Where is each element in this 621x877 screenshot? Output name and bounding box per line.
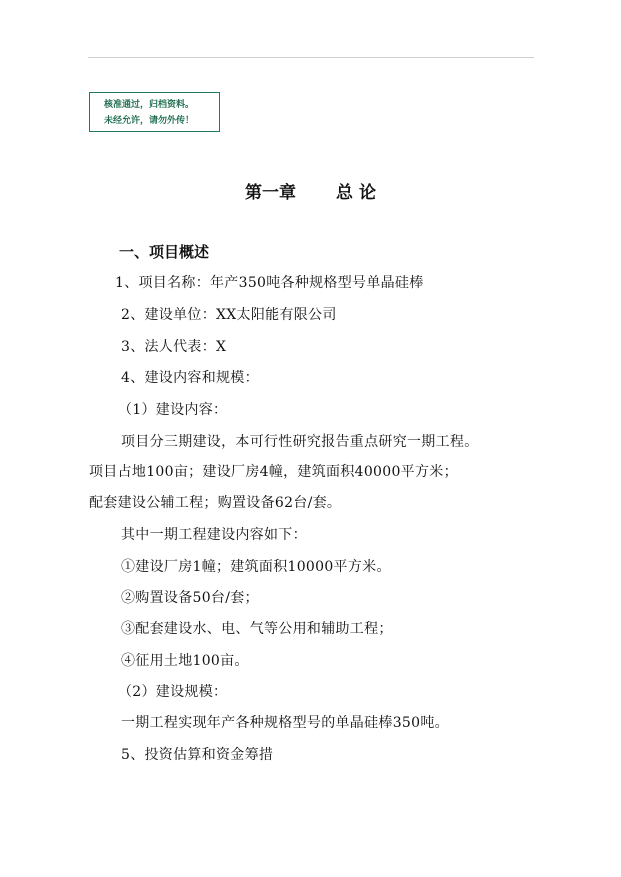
phase1-list-item: ②购置设备50台/套； bbox=[121, 590, 259, 606]
subheading-content: （1）建设内容： bbox=[118, 402, 228, 418]
chapter-title bbox=[0, 178, 621, 203]
subheading-scale: （2）建设规模： bbox=[118, 684, 228, 700]
item-legal-representative: 3、法人代表：X bbox=[121, 339, 227, 355]
phase1-list-item: ①建设厂房1幢；建筑面积10000平方米。 bbox=[121, 559, 391, 575]
stamp-line-1: 核准通过，归档资料。 bbox=[104, 100, 195, 110]
phase1-intro: 其中一期工程建设内容如下： bbox=[121, 527, 307, 543]
phase1-list-item: ③配套建设水、电、气等公用和辅助工程； bbox=[121, 621, 393, 637]
section-heading: 一、项目概述 bbox=[119, 243, 210, 261]
phase1-list-item: ④征用土地100亩。 bbox=[121, 653, 249, 669]
approval-stamp bbox=[89, 92, 220, 132]
header-rule bbox=[88, 57, 534, 58]
item-construction-content: 4、建设内容和规模： bbox=[121, 370, 259, 386]
stamp-line-2: 未经允许，请勿外传！ bbox=[104, 116, 195, 126]
chapter-number: 第一章 bbox=[245, 183, 297, 203]
chapter-name: 总 论 bbox=[336, 183, 376, 203]
scale-text: 一期工程实现年产各种规格型号的单晶硅棒350吨。 bbox=[121, 715, 449, 731]
item-investment: 5、投资估算和资金筹措 bbox=[121, 747, 274, 763]
item-construction-unit: 2、建设单位：XX太阳能有限公司 bbox=[121, 307, 337, 323]
paragraph-line: 项目分三期建设，本可行性研究报告重点研究一期工程。 bbox=[121, 434, 479, 450]
paragraph-line: 项目占地100亩；建设厂房4幢，建筑面积40000平方米； bbox=[89, 464, 458, 480]
paragraph-line: 配套建设公辅工程；购置设备62台/套。 bbox=[89, 495, 342, 511]
item-project-name: 1、项目名称：年产350吨各种规格型号单晶硅棒 bbox=[115, 275, 424, 291]
